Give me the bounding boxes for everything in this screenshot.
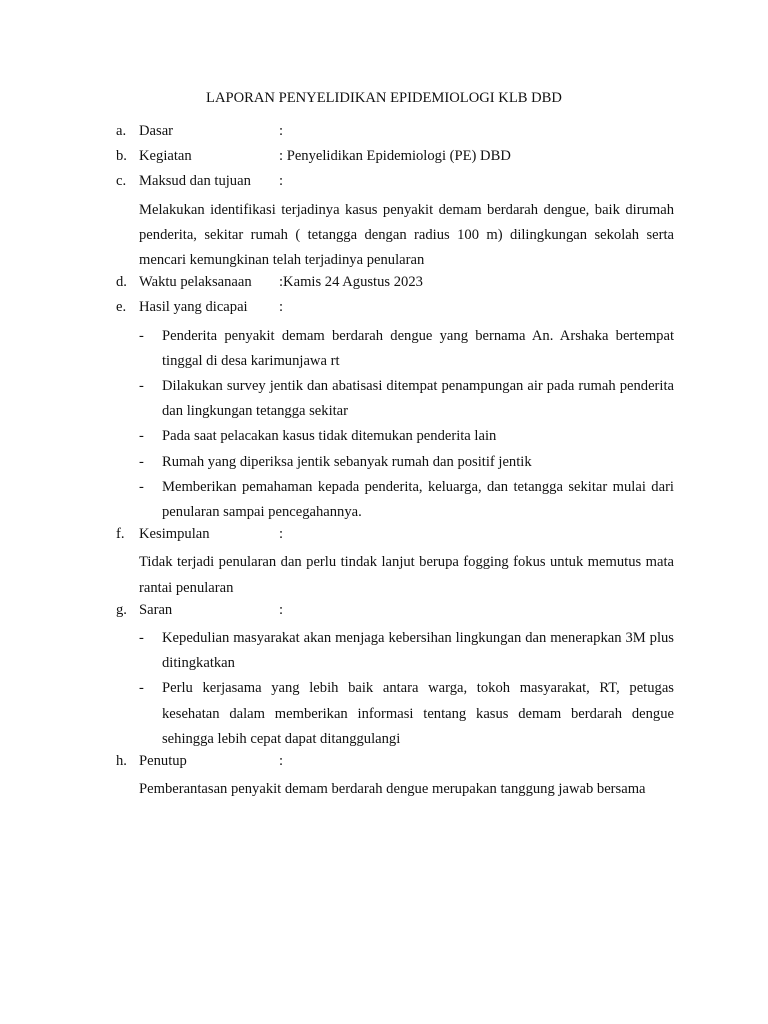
- section-saran: [116, 601, 676, 752]
- dash-bullet: -: [139, 629, 144, 646]
- section-letter: c.: [116, 173, 127, 190]
- section-header: [116, 273, 676, 298]
- dash-bullet: -: [139, 478, 144, 495]
- list-item: [116, 424, 674, 449]
- list-item: [116, 450, 674, 475]
- section-header: [116, 298, 676, 323]
- list-item-text: Dilakukan survey jentik dan abatisasi ditempat penampungan air pada rumah penderita dan lingkungan tetangga sekitar: [162, 377, 674, 420]
- section-header: [116, 752, 676, 777]
- section-header: [116, 601, 676, 626]
- list-item: [116, 374, 674, 424]
- dash-bullet: -: [139, 428, 144, 445]
- list-item-text: Kepedulian masyarakat akan menjaga kebersihan lingkungan dan menerapkan 3M plus ditingkatkan: [162, 629, 674, 672]
- section-value: :: [279, 526, 284, 543]
- bullet-list: [116, 626, 676, 752]
- section-value: :Kamis 24 Agustus 2023: [279, 274, 423, 291]
- section-letter: e.: [116, 299, 127, 316]
- list-item-text: Penderita penyakit demam berdarah dengue yang bernama An. Arshaka bertempat tinggal di desa karimunjawa rt: [162, 327, 674, 369]
- section-label: Penutup: [139, 752, 187, 769]
- section-letter: d.: [116, 274, 127, 291]
- section-penutup: [116, 752, 676, 802]
- section-label: Waktu pelaksanaan: [139, 274, 252, 291]
- section-dasar: [116, 122, 676, 147]
- list-item-text: Memberikan pemahaman kepada penderita, keluarga, dan tetangga sekitar mulai dari penularan sampai pencegahannya.: [162, 478, 674, 520]
- section-label: Maksud dan tujuan: [139, 173, 251, 190]
- section-header: [116, 525, 676, 550]
- section-label: Kesimpulan: [139, 526, 210, 543]
- list-item-text: Pada saat pelacakan kasus tidak ditemukan penderita lain: [162, 428, 497, 445]
- section-hasil: [116, 298, 676, 525]
- section-kesimpulan: [116, 525, 676, 601]
- section-label: Saran: [139, 601, 173, 618]
- section-label: Kegiatan: [139, 148, 192, 165]
- section-value: :: [279, 752, 284, 769]
- section-letter: b.: [116, 148, 127, 165]
- list-item: [116, 626, 674, 676]
- section-header: [116, 172, 676, 197]
- section-value: :: [279, 601, 284, 618]
- dash-bullet: -: [139, 377, 144, 394]
- section-value: : Penyelidikan Epidemiologi (PE) DBD: [279, 148, 511, 165]
- section-paragraph: Melakukan identifikasi terjadinya kasus penyakit demam berdarah dengue, baik dirumah penderita, sekitar rumah ( tetangga dengan radius 100 m) dilingkungan sekolah serta mencari kemungkinan telah terjadinya penularan: [139, 201, 674, 268]
- section-letter: f.: [116, 526, 125, 543]
- list-item: [116, 676, 674, 752]
- list-item-text: Perlu kerjasama yang lebih baik antara warga, tokoh masyarakat, RT, petugas kesehatan dalam memberikan informasi tentang kasus demam berdarah dengue sehingga lebih cepat dapat ditanggulangi: [162, 680, 674, 747]
- section-waktu-pelaksanaan: [116, 273, 676, 298]
- bullet-list: [116, 324, 676, 526]
- section-value: :: [279, 123, 284, 139]
- list-item: [116, 324, 674, 374]
- section-paragraph: Tidak terjadi penularan dan perlu tindak lanjut berupa fogging fokus untuk memutus mata rantai penularan: [139, 554, 674, 596]
- report-sections: [116, 122, 676, 802]
- list-item-text: Rumah yang diperiksa jentik sebanyak rumah dan positif jentik: [162, 453, 532, 470]
- dash-bullet: -: [139, 327, 144, 344]
- list-item: [116, 475, 674, 525]
- section-letter: h.: [116, 752, 127, 769]
- section-maksud-tujuan: [116, 172, 676, 273]
- section-header: [116, 147, 676, 172]
- section-value: :: [279, 173, 284, 190]
- section-label: Dasar: [139, 123, 174, 139]
- section-kegiatan: [116, 147, 676, 172]
- section-label: Hasil yang dicapai: [139, 299, 248, 316]
- section-letter: a.: [116, 123, 127, 139]
- document-title: LAPORAN PENYELIDIKAN EPIDEMIOLOGI KLB DBD: [206, 90, 562, 106]
- dash-bullet: -: [139, 680, 144, 697]
- section-value: :: [279, 299, 284, 316]
- dash-bullet: -: [139, 453, 144, 470]
- section-letter: g.: [116, 601, 127, 618]
- section-header: [116, 122, 676, 147]
- section-paragraph: Pemberantasan penyakit demam berdarah dengue merupakan tanggung jawab bersama: [139, 781, 646, 798]
